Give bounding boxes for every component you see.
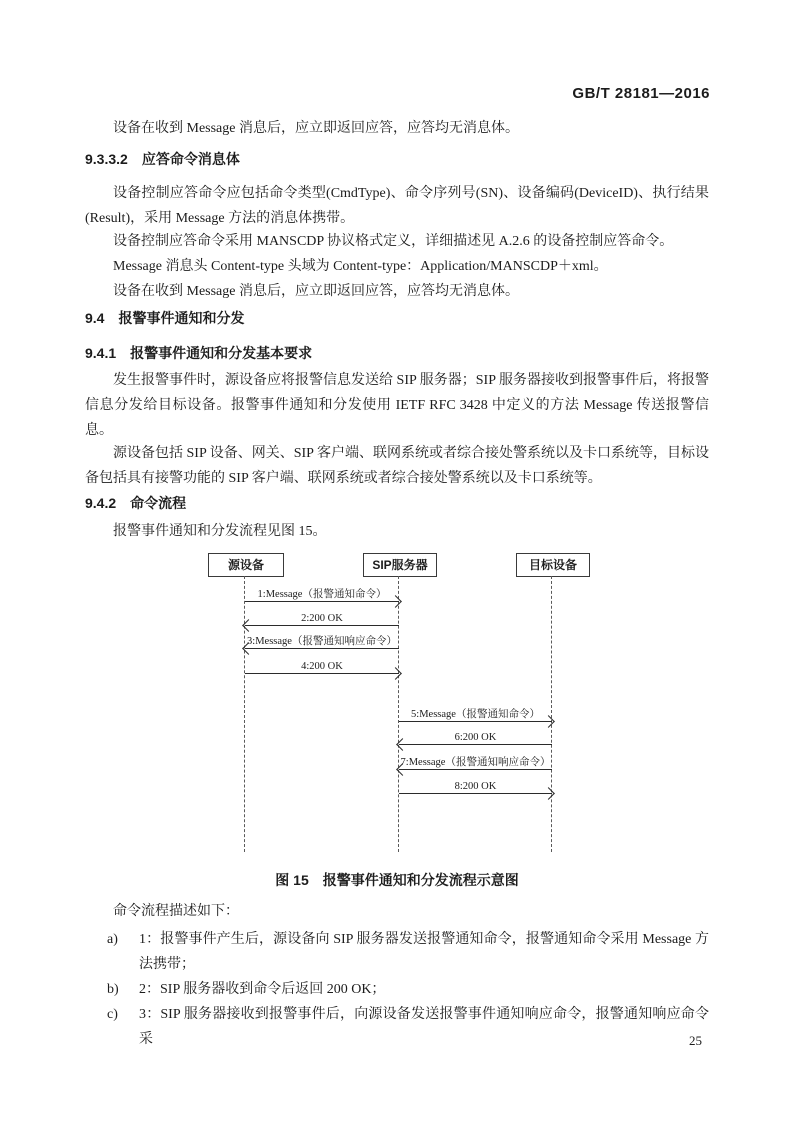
paragraph-manscdp: 设备控制应答命令采用 MANSCDP 协议格式定义，详细描述见 A.2.6 的设备控制应答命令。 <box>113 234 674 249</box>
arrowhead-right-icon <box>542 715 555 728</box>
message-5-alarm-notify <box>399 704 552 722</box>
message-4-200ok <box>245 656 399 674</box>
message-8-200ok <box>399 776 552 794</box>
arrowhead-right-icon <box>389 667 402 680</box>
sequence-diagram <box>0 545 794 860</box>
message-label: 3:Message（报警通知响应命令） <box>247 636 397 647</box>
paragraph-figure-ref: 报警事件通知和分发流程见图 15。 <box>113 524 327 539</box>
paragraph-alarm-devices: 源设备包括 SIP 设备、网关、SIP 客户端、联网系统或者综合接处警系统以及卡口系统等，目标设备包括具有接警功能的 SIP 客户端、联网系统或者综合接处警系统以及卡口系统等。 <box>85 446 709 486</box>
message-3-alarm-notify-response <box>245 631 399 649</box>
list-item-a <box>85 927 709 977</box>
section-number: 9.3.3.2 <box>85 151 128 167</box>
actor-source-device: 源设备 <box>208 553 284 577</box>
list-text: 3：SIP 服务器接收到报警事件后，向源设备发送报警事件通知响应命令，报警通知响应命令采 <box>139 1007 709 1047</box>
paragraph-alarm-flow: 发生报警事件时，源设备应将报警信息发送给 SIP 服务器；SIP 服务器接收到报警事件后，将报警信息分发给目标设备。报警事件通知和分发使用 IETF RFC 3428 中定义的方法 Message 传送报警信息。 <box>85 373 709 438</box>
message-label: 4:200 OK <box>301 661 343 672</box>
message-7-alarm-notify-response <box>399 752 552 770</box>
message-2-200ok <box>245 608 399 626</box>
standard-code-header: GB/T 28181—2016 <box>572 85 710 102</box>
message-label: 1:Message（报警通知命令） <box>257 589 387 600</box>
section-heading-9-4-2 <box>85 494 709 512</box>
section-title: 报警事件通知和分发 <box>118 310 245 326</box>
message-label: 7:Message（报警通知响应命令） <box>400 757 551 768</box>
message-label: 6:200 OK <box>454 732 497 743</box>
list-marker: a) <box>107 932 118 947</box>
paragraph-reply: 设备在收到 Message 消息后，应立即返回应答，应答均无消息体。 <box>113 284 519 299</box>
actor-target-device: 目标设备 <box>516 553 590 577</box>
message-1-alarm-notify <box>245 584 399 602</box>
list-item-c <box>85 1002 709 1052</box>
arrowhead-right-icon <box>542 787 555 800</box>
paragraph-answer-body: 设备控制应答命令应包括命令类型(CmdType)、命令序列号(SN)、设备编码(DeviceID)、执行结果(Result)，采用 Message 方法的消息体携带。 <box>85 186 709 226</box>
list-marker: c) <box>107 1007 118 1022</box>
message-label: 5:Message（报警通知命令） <box>411 709 540 720</box>
page-number: 25 <box>689 1033 702 1048</box>
section-title: 报警事件通知和分发基本要求 <box>130 345 313 361</box>
actor-sip-server: SIP服务器 <box>363 553 437 577</box>
message-label: 8:200 OK <box>454 781 497 792</box>
message-6-200ok <box>399 727 552 745</box>
section-number: 9.4.1 <box>85 345 117 361</box>
section-number: 9.4.2 <box>85 495 117 511</box>
section-number: 9.4 <box>85 310 105 326</box>
section-heading-9-3-3-2 <box>85 150 709 168</box>
paragraph-content-type: Message 消息头 Content-type 头域为 Content-type：Application/MANSCDP＋xml。 <box>113 259 608 274</box>
list-marker: b) <box>107 982 119 997</box>
paragraph-intro: 设备在收到 Message 消息后，应立即返回应答，应答均无消息体。 <box>113 121 519 136</box>
section-title: 应答命令消息体 <box>141 151 240 167</box>
section-heading-9-4 <box>85 309 709 327</box>
section-heading-9-4-1 <box>85 344 709 362</box>
figure-caption: 图 15 报警事件通知和分发流程示意图 <box>275 872 519 888</box>
paragraph-flow-desc: 命令流程描述如下： <box>113 904 239 919</box>
list-item-b <box>85 977 709 1002</box>
section-title: 命令流程 <box>130 495 187 511</box>
message-label: 2:200 OK <box>301 613 343 624</box>
list-text: 2：SIP 服务器收到命令后返回 200 OK； <box>139 982 386 997</box>
arrowhead-right-icon <box>389 595 402 608</box>
list-text: 1：报警事件产生后，源设备向 SIP 服务器发送报警通知命令，报警通知命令采用 Message 方法携带； <box>139 932 709 972</box>
